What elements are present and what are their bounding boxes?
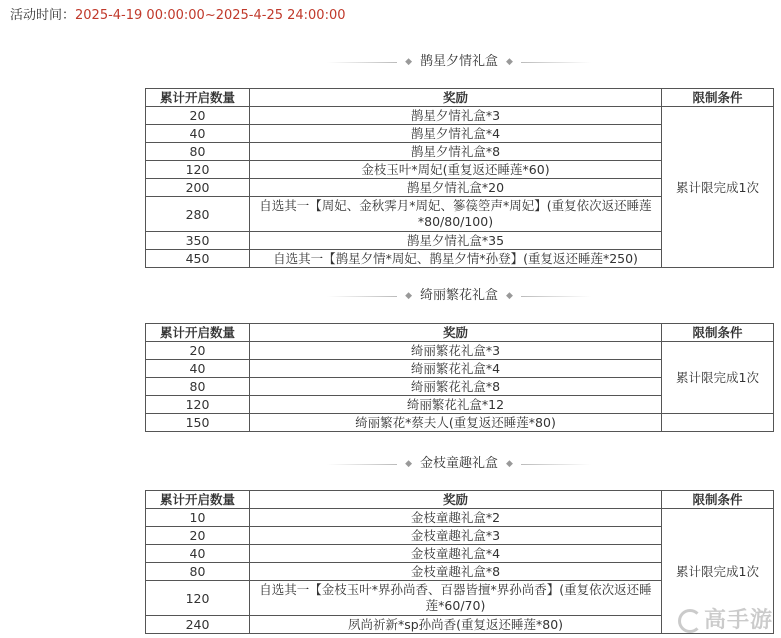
section-title-3 xyxy=(145,456,773,473)
cell-count: 120 xyxy=(146,581,250,616)
cell-count: 200 xyxy=(146,179,250,197)
table-row xyxy=(146,342,774,360)
section-title-2 xyxy=(145,288,773,305)
table-header-row xyxy=(146,491,774,509)
header-reward: 奖励 xyxy=(250,89,662,107)
cell-reward: 自选其一【周妃、金秋霁月*周妃、篸篌箜声*周妃】(重复依次返还睡莲*80/80/100) xyxy=(250,197,662,232)
cell-count: 240 xyxy=(146,616,250,634)
cell-reward: 绮丽繁花礼盒*12 xyxy=(250,396,662,414)
cell-count: 350 xyxy=(146,232,250,250)
cell-reward: 鹊星夕情礼盒*3 xyxy=(250,107,662,125)
cell-reward: 自选其一【鹊星夕情*周妃、鹊星夕情*孙登】(重复返还睡莲*250) xyxy=(250,250,662,268)
header-count: 累计开启数量 xyxy=(146,89,250,107)
header-reward: 奖励 xyxy=(250,324,662,342)
cell-count: 80 xyxy=(146,563,250,581)
header-limit: 限制条件 xyxy=(662,491,774,509)
diamond-icon: ◆ xyxy=(405,57,412,67)
cell-count: 40 xyxy=(146,125,250,143)
reward-table-2 xyxy=(145,323,774,432)
cell-count: 280 xyxy=(146,197,250,232)
cell-limit: 累计限完成1次 xyxy=(662,509,774,634)
header-limit: 限制条件 xyxy=(662,324,774,342)
section-title-text: 鹊星夕情礼盒 xyxy=(419,54,498,69)
activity-time-label: 活动时间： xyxy=(10,8,76,23)
cell-reward: 金枝玉叶*周妃(重复返还睡莲*60) xyxy=(250,161,662,179)
cell-reward: 绮丽繁花礼盒*3 xyxy=(250,342,662,360)
header-count: 累计开启数量 xyxy=(146,324,250,342)
header-limit: 限制条件 xyxy=(662,89,774,107)
cell-reward: 金枝童趣礼盒*3 xyxy=(250,527,662,545)
g-logo-icon xyxy=(678,609,702,633)
diamond-icon: ◆ xyxy=(506,57,513,67)
cell-count: 120 xyxy=(146,396,250,414)
cell-count: 20 xyxy=(146,342,250,360)
table-row xyxy=(146,414,774,432)
cell-count: 20 xyxy=(146,527,250,545)
header-count: 累计开启数量 xyxy=(146,491,250,509)
cell-reward: 鹊星夕情礼盒*20 xyxy=(250,179,662,197)
cell-count: 450 xyxy=(146,250,250,268)
cell-reward: 鹊星夕情礼盒*4 xyxy=(250,125,662,143)
cell-reward: 鹊星夕情礼盒*35 xyxy=(250,232,662,250)
cell-reward: 自选其一【金枝玉叶*界孙尚香、百器皆擅*界孙尚香】(重复依次返还睡莲*60/70) xyxy=(250,581,662,616)
cell-limit: 累计限完成1次 xyxy=(662,342,774,414)
cell-reward: 绮丽繁花*蔡夫人(重复返还睡莲*80) xyxy=(250,414,662,432)
cell-count: 80 xyxy=(146,378,250,396)
activity-time xyxy=(10,8,346,24)
cell-count: 150 xyxy=(146,414,250,432)
watermark-text: 高手游 xyxy=(703,608,773,633)
cell-reward: 金枝童趣礼盒*4 xyxy=(250,545,662,563)
cell-count: 80 xyxy=(146,143,250,161)
cell-count: 40 xyxy=(146,545,250,563)
cell-limit-empty xyxy=(662,414,774,432)
watermark-logo xyxy=(678,603,773,634)
cell-count: 120 xyxy=(146,161,250,179)
activity-time-value: 2025-4-19 00:00:00~2025-4-25 24:00:00 xyxy=(75,8,346,23)
section-title-text: 绮丽繁花礼盒 xyxy=(419,288,498,303)
diamond-icon: ◆ xyxy=(405,291,412,301)
cell-reward: 金枝童趣礼盒*2 xyxy=(250,509,662,527)
cell-limit: 累计限完成1次 xyxy=(662,107,774,268)
table-row xyxy=(146,107,774,125)
cell-count: 10 xyxy=(146,509,250,527)
table-header-row xyxy=(146,324,774,342)
table-header-row xyxy=(146,89,774,107)
table-row xyxy=(146,509,774,527)
section-title-text: 金枝童趣礼盒 xyxy=(419,456,498,471)
diamond-icon: ◆ xyxy=(506,291,513,301)
cell-reward: 夙尚祈新*sp孙尚香(重复返还睡莲*80) xyxy=(250,616,662,634)
cell-reward: 绮丽繁花礼盒*8 xyxy=(250,378,662,396)
cell-count: 40 xyxy=(146,360,250,378)
section-title-1 xyxy=(145,54,773,71)
cell-reward: 绮丽繁花礼盒*4 xyxy=(250,360,662,378)
diamond-icon: ◆ xyxy=(405,459,412,469)
header-reward: 奖励 xyxy=(250,491,662,509)
cell-reward: 鹊星夕情礼盒*8 xyxy=(250,143,662,161)
cell-reward: 金枝童趣礼盒*8 xyxy=(250,563,662,581)
cell-count: 20 xyxy=(146,107,250,125)
reward-table-1 xyxy=(145,88,774,268)
diamond-icon: ◆ xyxy=(506,459,513,469)
